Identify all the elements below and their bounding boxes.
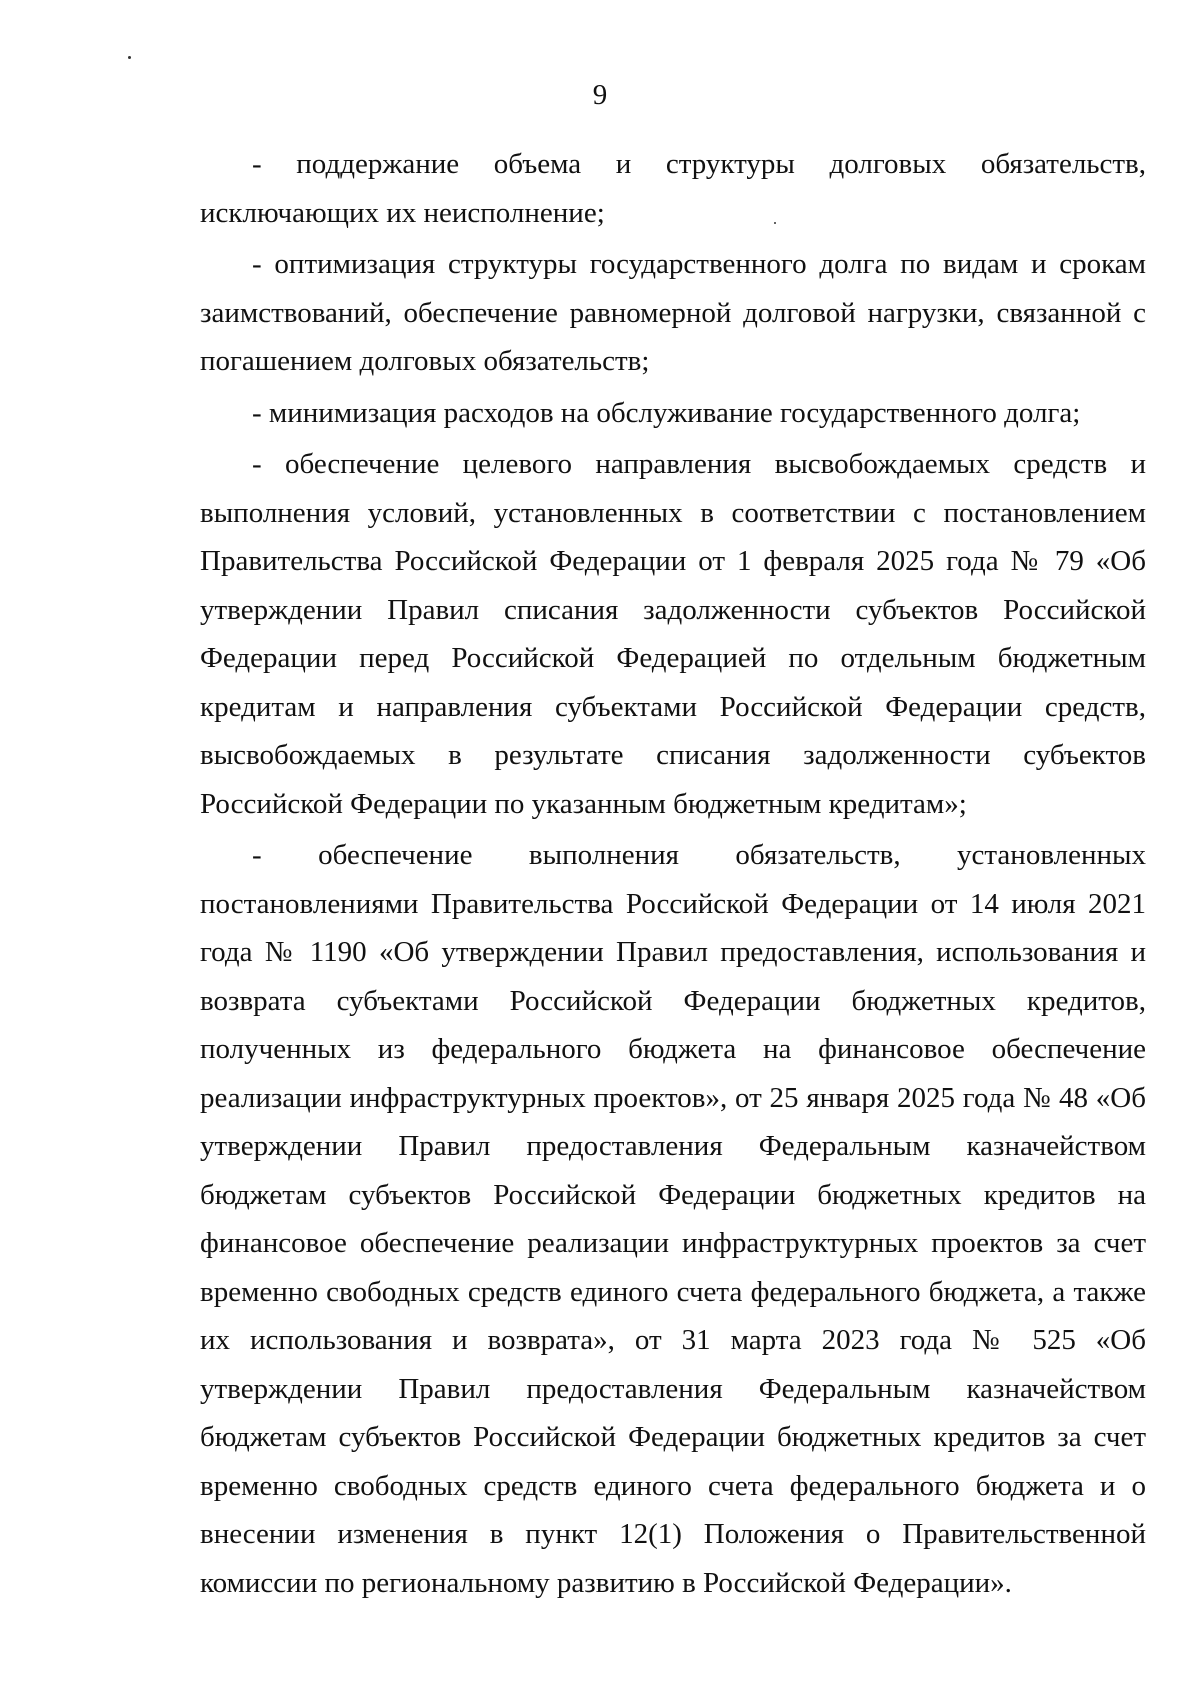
paragraph-cost-minimization: - минимизация расходов на обслуживание государственного долга; [252,396,1081,429]
page-number: 9 [592,79,608,111]
paragraph-debt-optimization: - оптимизация структуры государственного долга по видам и срокам заимствований, обеспечение равномерной долговой нагрузки, связанной с погашением долговых обязательств; [200,248,1146,377]
scan-speck [128,56,131,59]
document-body [200,140,1146,1610]
paragraph-debt-structure: - поддержание объема и структуры долговых обязательств, исключающих их неисполнение; [200,148,1146,229]
paragraph-obligations: - обеспечение выполнения обязательств, установленных постановлениями Правительства Российской Федерации от 14 июля 2021 года № 1190 «Об утверждении Правил предоставления, использования и возврата субъектами Российской Федерации бюджетных кредитов, полученных из федерального бюджета на финансовое обеспечение реализации инфраструктурных проектов», от 25 января 2025 года № 48 «Об утверждении Правил предоставления Федеральным казначейством бюджетам субъектов Российской Федерации бюджетных кредитов на финансовое обеспечение реализации инфраструктурных проектов за счет временно свободных средств единого счета федерального бюджета, а также их использования и возврата», от 31 марта 2023 года № 525 «Об утверждении Правил предоставления Федеральным казначейством бюджетам субъектов Российской Федерации бюджетных кредитов за счет временно свободных средств единого счета федерального бюджета и о внесении изменения в пункт 12(1) Положения о Правительственной комиссии по региональному развитию в Российской Федерации». [200,839,1146,1599]
paragraph-released-funds: - обеспечение целевого направления высвобождаемых средств и выполнения условий, установленных в соответствии с постановлением Правительства Российской Федерации от 1 февраля 2025 года № 79 «Об утверждении Правил списания задолженности субъектов Российской Федерации перед Российской Федерацией по отдельным бюджетным кредитам и направления субъектами Российской Федерации средств, высвобождаемых в результате списания задолженности субъектов Российской Федерации по указанным бюджетным кредитам»; [200,448,1146,820]
